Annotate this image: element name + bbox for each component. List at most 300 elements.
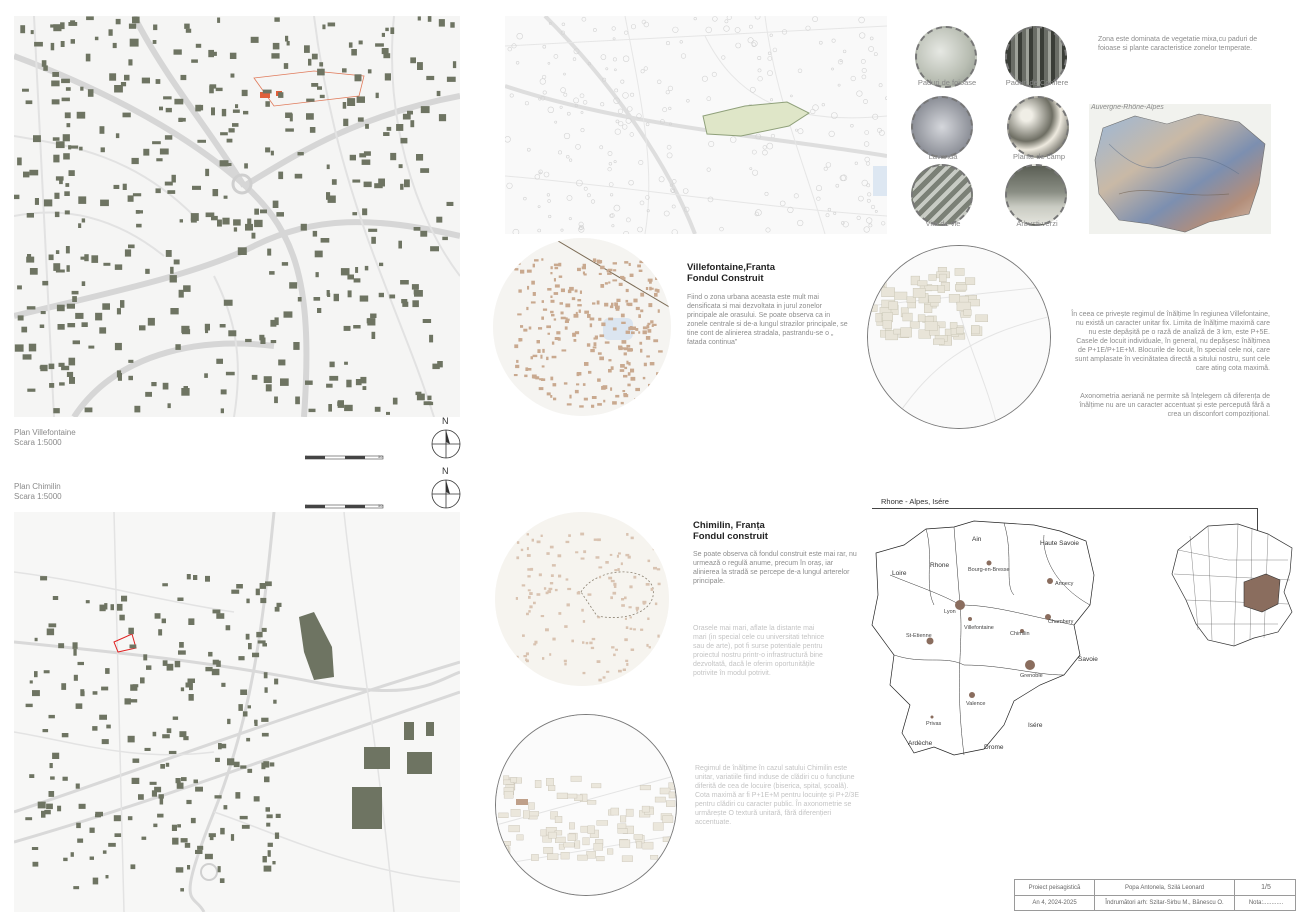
building-footprint bbox=[271, 151, 274, 156]
building-footprint bbox=[549, 653, 551, 656]
building-footprint bbox=[132, 17, 140, 24]
building-footprint bbox=[75, 313, 83, 319]
building-footprint bbox=[229, 128, 235, 132]
building-volume bbox=[546, 778, 554, 785]
building-footprint bbox=[643, 602, 646, 604]
building-footprint bbox=[626, 533, 628, 536]
building-footprint bbox=[267, 249, 271, 256]
building-footprint bbox=[264, 672, 268, 678]
building-footprint bbox=[163, 383, 169, 390]
building-footprint bbox=[527, 286, 529, 290]
building-footprint bbox=[647, 323, 650, 325]
building-footprint bbox=[67, 123, 71, 127]
building-footprint bbox=[205, 667, 212, 671]
building-footprint bbox=[238, 704, 243, 711]
chimilin-scale-start: 0 bbox=[305, 503, 308, 508]
building-footprint bbox=[529, 327, 532, 330]
building-volume bbox=[925, 322, 938, 331]
building-volume bbox=[933, 339, 944, 345]
building-volume bbox=[883, 320, 892, 328]
building-footprint bbox=[181, 75, 187, 80]
building-footprint bbox=[258, 640, 266, 643]
building-footprint bbox=[601, 323, 605, 327]
building-footprint bbox=[115, 264, 122, 270]
building-footprint bbox=[114, 815, 121, 821]
building-footprint bbox=[626, 361, 628, 365]
building-volume bbox=[950, 322, 957, 328]
building-footprint bbox=[166, 250, 172, 257]
villefontaine-height-text: În ceea ce privește regimul de înălțime în regiunea Villefontaine, nu există un caracter unitar fix. Limita de înălțime maximă care nu este depășită pe o rază de analiză de 3 km, este P+5E. Casele de locuit individuale, în general, nu depășesc înălțimea de P+1E/P+1E+M. Blocurile de locuit, în special cele noi, care sunt amplasate în vecinătatea directă a sitului nostru, sunt cele care ating cota maximă. bbox=[1071, 311, 1270, 372]
building-footprint bbox=[621, 562, 623, 565]
building-footprint bbox=[447, 202, 454, 206]
building-footprint bbox=[328, 196, 336, 203]
building-footprint bbox=[590, 318, 595, 321]
building-footprint bbox=[588, 593, 592, 595]
building-footprint bbox=[427, 396, 431, 400]
building-volume bbox=[622, 856, 633, 862]
building-footprint bbox=[321, 238, 330, 243]
building-footprint bbox=[86, 16, 94, 20]
building-footprint bbox=[649, 646, 651, 648]
building-footprint bbox=[15, 344, 24, 351]
building-footprint bbox=[234, 227, 237, 231]
building-footprint bbox=[170, 267, 174, 274]
building-volume bbox=[874, 280, 885, 287]
building-volume bbox=[557, 793, 568, 799]
building-footprint bbox=[524, 375, 527, 378]
building-footprint bbox=[626, 345, 630, 348]
city-label-4: Villefontaine bbox=[964, 625, 994, 631]
building-footprint bbox=[304, 45, 310, 53]
building-footprint bbox=[581, 609, 584, 612]
building-footprint bbox=[587, 314, 591, 318]
villefontaine-plan-map bbox=[14, 16, 460, 417]
building-footprint bbox=[574, 339, 577, 342]
building-footprint bbox=[136, 210, 140, 214]
building-footprint bbox=[343, 102, 347, 109]
building-footprint bbox=[590, 349, 595, 352]
building-footprint bbox=[655, 289, 658, 292]
building-footprint bbox=[160, 764, 165, 769]
building-footprint bbox=[228, 330, 236, 336]
building-footprint bbox=[106, 725, 111, 729]
building-footprint bbox=[233, 110, 240, 113]
building-footprint bbox=[64, 191, 70, 196]
building-footprint bbox=[594, 539, 598, 541]
building-volume bbox=[517, 835, 524, 840]
building-footprint bbox=[533, 264, 535, 268]
building-footprint bbox=[91, 255, 98, 263]
building-footprint bbox=[95, 37, 99, 41]
building-footprint bbox=[72, 296, 77, 302]
building-footprint bbox=[220, 828, 225, 835]
building-footprint bbox=[22, 89, 29, 92]
building-footprint bbox=[101, 687, 108, 691]
building-volume bbox=[655, 797, 665, 802]
building-footprint bbox=[227, 758, 234, 765]
building-volume bbox=[544, 847, 553, 853]
building-footprint bbox=[561, 289, 565, 293]
building-footprint bbox=[350, 155, 356, 161]
building-footprint bbox=[608, 369, 612, 373]
building-footprint bbox=[634, 398, 636, 402]
building-footprint bbox=[44, 670, 50, 673]
building-footprint bbox=[157, 814, 163, 818]
building-footprint bbox=[195, 105, 201, 112]
building-footprint bbox=[527, 554, 531, 557]
building-volume bbox=[663, 816, 673, 823]
building-footprint bbox=[640, 310, 643, 313]
building-footprint bbox=[379, 263, 383, 266]
building-footprint bbox=[603, 676, 606, 678]
building-footprint bbox=[322, 25, 325, 30]
building-footprint bbox=[248, 643, 252, 649]
building-footprint bbox=[72, 291, 79, 295]
building-footprint bbox=[136, 224, 142, 228]
building-footprint bbox=[575, 551, 578, 553]
building-volume bbox=[650, 855, 658, 859]
building-footprint bbox=[546, 357, 548, 360]
building-footprint bbox=[49, 623, 57, 627]
building-footprint bbox=[353, 325, 360, 329]
building-volume bbox=[503, 846, 508, 852]
building-footprint bbox=[41, 311, 46, 314]
vegetation-label-3: Plante de camp bbox=[1012, 152, 1066, 161]
building-footprint bbox=[516, 262, 520, 264]
building-footprint bbox=[629, 585, 632, 588]
building-footprint bbox=[533, 355, 538, 357]
building-footprint bbox=[621, 322, 626, 324]
building-footprint bbox=[38, 802, 46, 809]
building-footprint bbox=[205, 324, 210, 331]
building-volume bbox=[597, 856, 605, 861]
building-footprint bbox=[189, 683, 193, 690]
building-footprint bbox=[264, 866, 272, 872]
building-footprint bbox=[156, 79, 161, 84]
building-footprint bbox=[220, 132, 228, 135]
building-footprint bbox=[597, 378, 601, 381]
building-footprint bbox=[447, 77, 456, 82]
building-footprint bbox=[655, 277, 657, 280]
building-footprint bbox=[73, 340, 80, 344]
building-footprint bbox=[51, 81, 59, 87]
building-footprint bbox=[544, 587, 546, 590]
building-footprint bbox=[554, 264, 559, 266]
building-footprint bbox=[175, 661, 181, 667]
building-footprint bbox=[103, 263, 110, 266]
building-footprint bbox=[234, 762, 240, 767]
building-footprint bbox=[168, 403, 171, 408]
building-footprint bbox=[208, 652, 212, 657]
building-footprint bbox=[177, 824, 181, 827]
building-footprint bbox=[317, 86, 322, 90]
building-footprint bbox=[172, 838, 178, 845]
building-footprint bbox=[636, 607, 640, 610]
building-footprint bbox=[639, 270, 643, 272]
building-footprint bbox=[414, 227, 421, 231]
building-volume bbox=[587, 851, 596, 858]
building-footprint bbox=[649, 287, 652, 291]
building-footprint bbox=[18, 315, 24, 320]
building-footprint bbox=[67, 372, 73, 377]
building-footprint bbox=[27, 306, 36, 309]
building-footprint bbox=[78, 223, 81, 228]
building-footprint bbox=[276, 212, 284, 217]
building-footprint bbox=[261, 763, 265, 770]
building-footprint bbox=[551, 314, 555, 316]
building-footprint bbox=[123, 184, 127, 190]
building-footprint bbox=[344, 362, 348, 365]
building-volume bbox=[530, 811, 539, 816]
chimilin-fabric-map bbox=[495, 512, 669, 686]
building-footprint bbox=[240, 765, 246, 768]
building-footprint bbox=[54, 193, 59, 199]
villefontaine-plan-label: Plan Villefontaine bbox=[14, 428, 76, 437]
building-footprint bbox=[40, 576, 47, 580]
building-footprint bbox=[247, 219, 251, 226]
building-footprint bbox=[550, 395, 552, 398]
building-footprint bbox=[572, 297, 575, 300]
building-footprint bbox=[211, 216, 218, 220]
building-footprint bbox=[368, 69, 372, 73]
building-footprint bbox=[514, 268, 518, 270]
building-footprint bbox=[276, 814, 281, 818]
building-volume bbox=[511, 778, 517, 783]
building-footprint bbox=[387, 127, 392, 131]
building-footprint bbox=[181, 326, 189, 333]
building-footprint bbox=[547, 392, 551, 395]
building-footprint bbox=[224, 300, 233, 306]
building-footprint bbox=[640, 349, 642, 353]
building-footprint bbox=[211, 107, 215, 115]
building-footprint bbox=[560, 302, 564, 305]
vegetation-label-4: Vita de vie bbox=[925, 219, 961, 228]
building-footprint bbox=[379, 293, 384, 297]
building-footprint bbox=[326, 384, 333, 388]
building-footprint bbox=[363, 386, 367, 390]
building-footprint bbox=[537, 593, 541, 596]
building-footprint bbox=[542, 365, 545, 367]
building-footprint bbox=[420, 231, 427, 237]
building-footprint bbox=[80, 689, 84, 696]
building-volume bbox=[620, 816, 626, 822]
building-footprint bbox=[650, 362, 655, 365]
villefontaine-title: Villefontaine,Franta bbox=[687, 262, 775, 273]
building-footprint bbox=[577, 304, 582, 306]
building-volume bbox=[976, 315, 988, 322]
building-footprint bbox=[273, 700, 276, 704]
building-footprint bbox=[56, 250, 59, 254]
building-footprint bbox=[106, 875, 109, 878]
building-footprint bbox=[264, 777, 270, 783]
building-footprint bbox=[430, 246, 439, 251]
building-footprint bbox=[657, 635, 659, 638]
building-footprint bbox=[546, 552, 549, 555]
building-footprint bbox=[527, 575, 530, 577]
building-footprint bbox=[593, 346, 597, 348]
building-footprint bbox=[552, 356, 557, 359]
region-label-4: Savoie bbox=[1078, 656, 1098, 663]
building-footprint bbox=[624, 352, 627, 355]
building-footprint bbox=[553, 383, 557, 386]
building-footprint bbox=[132, 158, 139, 164]
building-footprint bbox=[179, 642, 184, 648]
region-relief-map bbox=[1089, 104, 1271, 234]
building-footprint bbox=[216, 613, 224, 619]
building-volume bbox=[894, 292, 907, 299]
building-footprint bbox=[52, 72, 59, 77]
building-volume bbox=[636, 842, 642, 848]
building-footprint bbox=[523, 655, 527, 657]
building-footprint bbox=[423, 319, 431, 323]
city-label-5: Chimilin bbox=[1010, 631, 1030, 637]
building-footprint bbox=[547, 590, 551, 593]
building-footprint bbox=[133, 684, 139, 687]
building-footprint bbox=[17, 158, 22, 166]
building-footprint bbox=[181, 838, 188, 842]
building-footprint bbox=[252, 233, 256, 239]
building-footprint bbox=[533, 643, 536, 645]
building-volume bbox=[618, 824, 627, 829]
building-footprint bbox=[550, 582, 553, 584]
building-footprint bbox=[662, 544, 665, 546]
building-footprint bbox=[314, 297, 321, 301]
building-footprint bbox=[184, 24, 190, 29]
building-footprint bbox=[104, 603, 107, 609]
building-footprint bbox=[360, 296, 369, 302]
city-label-2: Lyon bbox=[944, 609, 956, 615]
building-footprint bbox=[42, 281, 48, 286]
building-footprint bbox=[128, 628, 134, 635]
building-footprint bbox=[95, 313, 102, 321]
building-footprint bbox=[436, 217, 442, 223]
building-footprint bbox=[275, 607, 280, 612]
building-footprint bbox=[589, 642, 592, 645]
building-footprint bbox=[193, 575, 197, 580]
building-footprint bbox=[562, 349, 567, 351]
chimilin-faint-text-2: Regimul de înălțime în cazul satului Chimilin este unitar, variatiile fiind induse de clădiri cu o funcțiune diferită de cea de locuire (biserica, spital, școală). Cota maximă ar fi P+1E+M pentru locuințe și P+2/3E pentru clădiri cu caracter public. În axonometrie se urmărește O textură unitară, fără diferențieri accentuate. bbox=[695, 765, 859, 826]
building-footprint bbox=[55, 212, 60, 217]
building-footprint bbox=[639, 261, 643, 264]
building-footprint bbox=[119, 615, 124, 621]
building-footprint bbox=[73, 649, 76, 656]
building-footprint bbox=[284, 311, 293, 317]
building-footprint bbox=[547, 288, 551, 291]
building-footprint bbox=[564, 625, 567, 628]
building-footprint bbox=[26, 100, 33, 104]
building-volume bbox=[955, 285, 967, 291]
building-footprint bbox=[315, 251, 323, 258]
building-footprint bbox=[575, 390, 579, 393]
building-footprint bbox=[142, 78, 150, 84]
building-volume bbox=[567, 794, 577, 798]
building-footprint bbox=[49, 383, 54, 388]
building-footprint bbox=[221, 683, 225, 687]
building-footprint bbox=[330, 362, 335, 368]
building-footprint bbox=[554, 318, 556, 320]
building-footprint bbox=[378, 179, 385, 187]
building-footprint bbox=[580, 291, 582, 294]
building-footprint bbox=[205, 169, 209, 176]
building-volume bbox=[919, 330, 931, 339]
building-footprint bbox=[439, 19, 445, 27]
building-footprint bbox=[177, 783, 184, 789]
building-footprint bbox=[352, 180, 360, 183]
building-footprint bbox=[571, 640, 574, 643]
building-footprint bbox=[125, 249, 131, 256]
building-footprint bbox=[67, 304, 75, 309]
building-footprint bbox=[541, 535, 543, 537]
building-footprint bbox=[254, 209, 259, 215]
building-footprint bbox=[254, 796, 260, 801]
building-footprint bbox=[195, 787, 203, 792]
building-footprint bbox=[613, 269, 616, 271]
building-footprint bbox=[66, 87, 71, 91]
building-footprint bbox=[600, 266, 605, 270]
building-volume bbox=[503, 851, 510, 858]
building-footprint bbox=[208, 50, 214, 57]
building-footprint bbox=[56, 176, 64, 180]
building-footprint bbox=[385, 73, 391, 80]
building-footprint bbox=[342, 68, 347, 72]
building-footprint bbox=[583, 272, 585, 275]
building-footprint bbox=[273, 43, 280, 50]
building-footprint bbox=[101, 147, 105, 152]
building-footprint bbox=[23, 354, 32, 359]
building-footprint bbox=[51, 43, 55, 50]
building-footprint bbox=[613, 654, 616, 657]
building-footprint bbox=[400, 280, 409, 285]
building-footprint bbox=[414, 290, 423, 297]
building-footprint bbox=[259, 335, 264, 341]
building-footprint bbox=[63, 134, 70, 141]
building-footprint bbox=[555, 267, 559, 270]
building-footprint bbox=[175, 344, 180, 350]
building-footprint bbox=[172, 175, 176, 183]
building-footprint bbox=[121, 596, 127, 602]
building-footprint bbox=[285, 113, 292, 119]
building-footprint bbox=[262, 643, 267, 646]
building-footprint bbox=[386, 412, 390, 415]
building-volume bbox=[903, 313, 913, 321]
building-footprint bbox=[317, 308, 321, 313]
building-volume bbox=[666, 801, 675, 807]
building-footprint bbox=[204, 373, 208, 378]
building-footprint bbox=[316, 272, 319, 277]
building-footprint bbox=[613, 592, 617, 595]
building-footprint bbox=[648, 303, 652, 307]
building-footprint bbox=[621, 598, 624, 601]
building-footprint bbox=[143, 149, 149, 156]
building-footprint bbox=[623, 393, 627, 396]
building-footprint bbox=[647, 618, 649, 621]
building-footprint bbox=[84, 254, 88, 261]
building-footprint bbox=[278, 360, 285, 366]
building-footprint bbox=[169, 751, 177, 754]
building-footprint bbox=[382, 33, 385, 37]
building-footprint bbox=[262, 628, 267, 632]
building-footprint bbox=[67, 323, 75, 327]
building-footprint bbox=[246, 634, 250, 640]
building-footprint bbox=[262, 733, 269, 737]
vegetation-label-2: Lavanda bbox=[928, 152, 958, 161]
building-footprint bbox=[626, 663, 628, 666]
building-footprint bbox=[82, 281, 86, 286]
chimilin-axonometry bbox=[495, 714, 677, 896]
building-volume bbox=[531, 854, 538, 860]
building-footprint bbox=[71, 39, 75, 44]
building-footprint bbox=[230, 53, 237, 59]
